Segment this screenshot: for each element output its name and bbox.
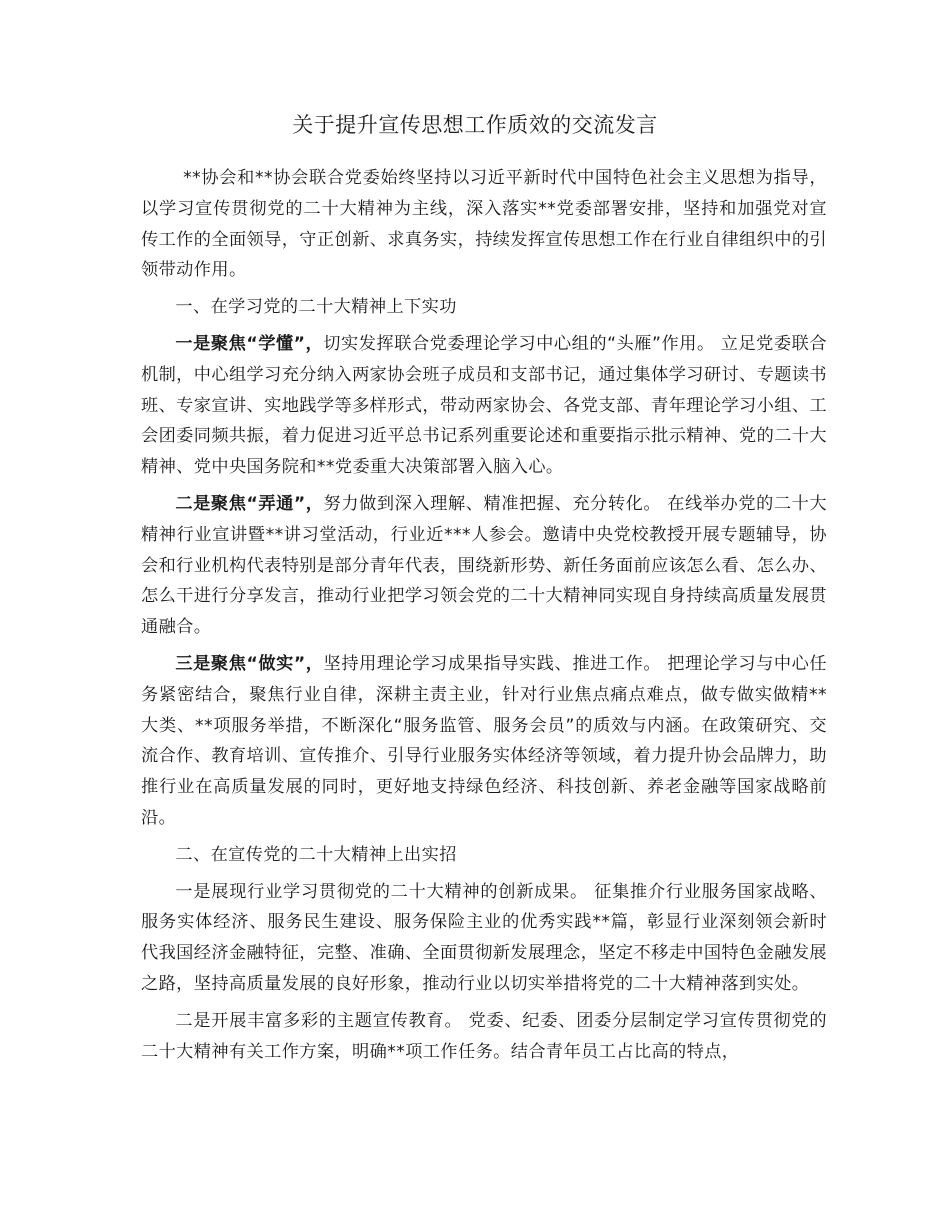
section-heading-1 [141, 292, 827, 323]
paragraph-theme-education [141, 1006, 827, 1068]
document-title: 关于提升宣传思想工作质效的交流发言 [292, 113, 658, 137]
paragraph-showcase-results [141, 877, 827, 1000]
paragraph-text: 切实发挥联合党委理论学习中心组的“头雁”作用。 立足党委联合机制，中心组学习充分纳入两家协会班子成员和支部书记，通过集体学习研讨、专题读书班、专家宣讲、实地践学等多样形式，带动两家协会、各党支部、青年理论学习小组、工会团委同频共振，着力促进习近平总书记系列重要论述和重要指示批示精神、党的二十大精神、党中央国务院和**党委重大决策部署入脑入心。 [141, 333, 827, 478]
section-heading-text: 一、在学习党的二十大精神上下实功 [175, 297, 457, 318]
paragraph-focus-practice [141, 649, 827, 834]
paragraph-text: 努力做到深入理解、精准把握、充分转化。 在线举办党的二十大精神行业宣讲暨**讲习堂活动，行业近***人参会。邀请中央党校教授开展专题辅导，协会和行业机构代表特别是部分青年代表，围绕新形势、新任务面前应该怎么看、怎么办、怎么干进行分享发言，推动行业把学习领会党的二十大精神同实现自身持续高质量发展贯通融合。 [141, 493, 827, 638]
section-heading-2 [141, 840, 827, 871]
paragraph-intro [141, 163, 827, 286]
paragraph-lead: 一是聚焦“学懂”， [175, 333, 324, 354]
paragraph-text: **协会和**协会联合党委始终坚持以习近平新时代中国特色社会主义思想为指导，以学习宣传贯彻党的二十大精神为主线，深入落实**党委部署安排，坚持和加强党对宣传工作的全面领导，守正创新、求真务实，持续发挥宣传思想工作在行业自律组织中的引领带动作用。 [141, 168, 827, 281]
paragraph-focus-understand [141, 329, 827, 483]
paragraph-lead: 二是聚焦“弄通”， [175, 493, 324, 514]
paragraph-text: 一是展现行业学习贯彻党的二十大精神的创新成果。 征集推介行业服务国家战略、服务实体经济、服务民生建设、服务保险主业的优秀实践**篇，彰显行业深刻领会新时代我国经济金融特征，完整、准确、全面贯彻新发展理念，坚定不移走中国特色金融发展之路，坚持高质量发展的良好形象，推动行业以切实举措将党的二十大精神落到实处。 [141, 881, 827, 994]
document-body [141, 163, 827, 1073]
section-heading-text: 二、在宣传党的二十大精神上出实招 [175, 844, 457, 865]
paragraph-text: 坚持用理论学习成果指导实践、推进工作。 把理论学习与中心任务紧密结合，聚焦行业自律，深耕主责主业，针对行业焦点痛点难点，做专做实做精**大类、**项服务举措，不断深化“服务监管、服务会员”的质效与内涵。在政策研究、交流合作、教育培训、宣传推介、引导行业服务实体经济等领域，着力提升协会品牌力，助推行业在高质量发展的同时，更好地支持绿色经济、科技创新、养老金融等国家战略前沿。 [141, 653, 827, 828]
paragraph-focus-master [141, 489, 827, 643]
paragraph-text: 二是开展丰富多彩的主题宣传教育。 党委、纪委、团委分层制定学习宣传贯彻党的二十大精神有关工作方案，明确**项工作任务。结合青年员工占比高的特点， [141, 1010, 827, 1062]
paragraph-lead: 三是聚焦“做实”， [175, 653, 324, 674]
